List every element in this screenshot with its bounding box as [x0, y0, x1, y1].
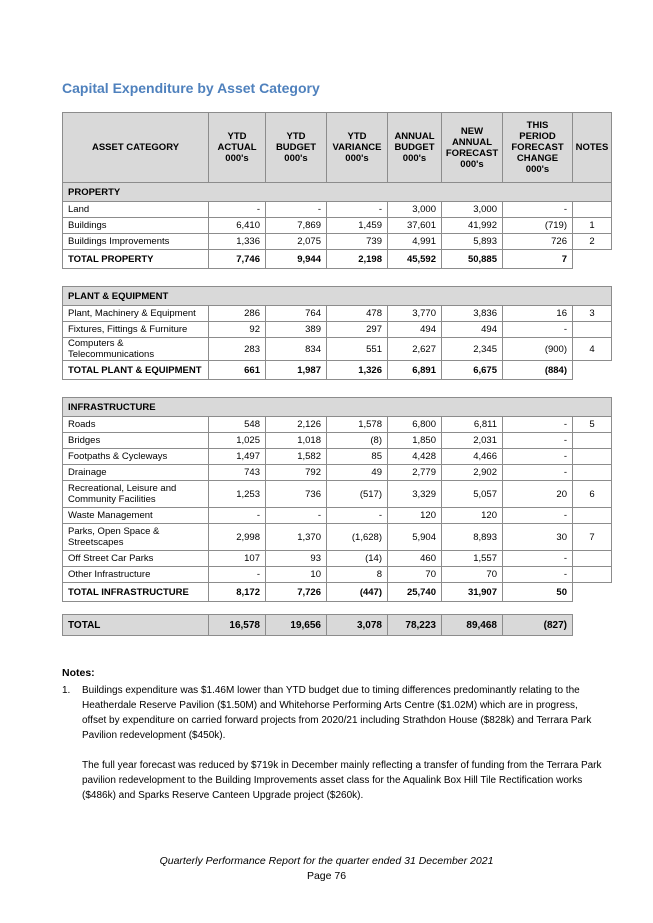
section-total-label: TOTAL PLANT & EQUIPMENT — [63, 361, 209, 380]
cell-asset-category: Land — [63, 202, 209, 218]
table-row — [63, 465, 612, 481]
cell-change: 726 — [503, 234, 573, 250]
cell-change: 20 — [503, 481, 573, 508]
cell-note: 6 — [573, 481, 612, 508]
cell-asset-category: Off Street Car Parks — [63, 551, 209, 567]
cell-ytd-budget: 736 — [266, 481, 327, 508]
cell-ytd-actual: 1,253 — [209, 481, 266, 508]
footer-report-title: Quarterly Performance Report for the quarter ended 31 December 2021 — [159, 855, 494, 867]
cell-change: (719) — [503, 218, 573, 234]
cell-ytd-actual: 8,172 — [209, 583, 266, 602]
cell-ytd-variance: 85 — [327, 449, 388, 465]
cell-blank — [573, 583, 612, 602]
section-heading: PROPERTY — [63, 183, 612, 202]
grand-total-row — [63, 615, 612, 636]
cell-ytd-actual: 107 — [209, 551, 266, 567]
notes-section — [62, 666, 602, 803]
cell-change: 30 — [503, 524, 573, 551]
cell-ytd-variance: (14) — [327, 551, 388, 567]
cell-note — [573, 449, 612, 465]
cell-forecast: 50,885 — [442, 250, 503, 269]
table-row — [63, 322, 612, 338]
cell-forecast: 5,893 — [442, 234, 503, 250]
cell-ytd-actual: 743 — [209, 465, 266, 481]
cell-forecast: 120 — [442, 508, 503, 524]
note-paragraph: The full year forecast was reduced by $719k in December mainly reflecting a transfer of funding from the Terrara Park pavilion redevelopment to the Building Improvements asset class for the Aqualink Box Hill Tile Rectification works ($486k) and Sparks Reserve Canteen Upgrade project ($260k). — [82, 760, 602, 801]
table-row — [63, 551, 612, 567]
cell-note — [573, 508, 612, 524]
cell-ytd-budget: 792 — [266, 465, 327, 481]
cell-annual-budget: 120 — [388, 508, 442, 524]
cell-change: 7 — [503, 250, 573, 269]
cell-ytd-actual: 286 — [209, 306, 266, 322]
table-row — [63, 567, 612, 583]
cell-forecast: 2,345 — [442, 338, 503, 361]
cell-forecast: 70 — [442, 567, 503, 583]
cell-ytd-actual: - — [209, 202, 266, 218]
cell-change: 16 — [503, 306, 573, 322]
cell-asset-category: Fixtures, Fittings & Furniture — [63, 322, 209, 338]
notes-heading: Notes: — [62, 667, 95, 679]
cell-blank — [573, 250, 612, 269]
cell-blank — [573, 361, 612, 380]
section-gap — [63, 602, 612, 615]
cell-change: - — [503, 567, 573, 583]
cell-ytd-actual: 548 — [209, 417, 266, 433]
cell-ytd-variance: 49 — [327, 465, 388, 481]
cell-change: - — [503, 449, 573, 465]
cell-annual-budget: 2,779 — [388, 465, 442, 481]
cell-ytd-budget: 7,726 — [266, 583, 327, 602]
cell-asset-category: Parks, Open Space & Streetscapes — [63, 524, 209, 551]
cell-forecast: 4,466 — [442, 449, 503, 465]
cell-ytd-budget: 19,656 — [266, 615, 327, 636]
cell-ytd-variance: (8) — [327, 433, 388, 449]
cell-annual-budget: 2,627 — [388, 338, 442, 361]
cell-ytd-budget: 93 — [266, 551, 327, 567]
cell-ytd-actual: 1,025 — [209, 433, 266, 449]
cell-annual-budget: 45,592 — [388, 250, 442, 269]
header-forecast-change: THIS PERIOD FORECAST CHANGE 000's — [503, 113, 573, 183]
cell-asset-category: Buildings — [63, 218, 209, 234]
cell-forecast: 494 — [442, 322, 503, 338]
cell-ytd-variance: - — [327, 202, 388, 218]
cell-asset-category: Roads — [63, 417, 209, 433]
cell-ytd-variance: (517) — [327, 481, 388, 508]
cell-annual-budget: 78,223 — [388, 615, 442, 636]
cell-ytd-budget: 1,987 — [266, 361, 327, 380]
table-row — [63, 508, 612, 524]
cell-ytd-variance: (447) — [327, 583, 388, 602]
section-gap — [63, 380, 612, 398]
section-total-row — [63, 250, 612, 269]
cell-forecast: 2,031 — [442, 433, 503, 449]
cell-ytd-variance: 478 — [327, 306, 388, 322]
header-new-forecast: NEW ANNUAL FORECAST 000's — [442, 113, 503, 183]
section-heading-row — [63, 398, 612, 417]
cell-change: - — [503, 551, 573, 567]
cell-forecast: 89,468 — [442, 615, 503, 636]
cell-ytd-actual: 2,998 — [209, 524, 266, 551]
header-asset-category: ASSET CATEGORY — [63, 113, 209, 183]
cell-blank — [573, 615, 612, 636]
table-row — [63, 524, 612, 551]
table-row — [63, 306, 612, 322]
table-row — [63, 481, 612, 508]
header-ytd-budget: YTD BUDGET 000's — [266, 113, 327, 183]
cell-ytd-budget: 9,944 — [266, 250, 327, 269]
cell-ytd-actual: - — [209, 508, 266, 524]
table-row — [63, 202, 612, 218]
header-row — [63, 113, 612, 183]
table-row — [63, 218, 612, 234]
table-row — [63, 433, 612, 449]
cell-ytd-actual: 16,578 — [209, 615, 266, 636]
cell-change: (884) — [503, 361, 573, 380]
cell-note — [573, 433, 612, 449]
table-row — [63, 417, 612, 433]
cell-change: - — [503, 322, 573, 338]
cell-ytd-budget: 2,126 — [266, 417, 327, 433]
cell-note: 1 — [573, 218, 612, 234]
note-item — [62, 683, 602, 803]
plant-section — [63, 287, 612, 380]
section-heading-row — [63, 183, 612, 202]
cell-ytd-budget: - — [266, 202, 327, 218]
cell-change: - — [503, 508, 573, 524]
cell-ytd-budget: 1,018 — [266, 433, 327, 449]
cell-ytd-variance: - — [327, 508, 388, 524]
cell-annual-budget: 70 — [388, 567, 442, 583]
cell-change: 50 — [503, 583, 573, 602]
section-gap — [63, 269, 612, 287]
cell-forecast: 31,907 — [442, 583, 503, 602]
cell-note: 4 — [573, 338, 612, 361]
cell-note: 5 — [573, 417, 612, 433]
cell-change: - — [503, 202, 573, 218]
cell-change: - — [503, 417, 573, 433]
infrastructure-section — [63, 398, 612, 602]
cell-asset-category: Computers & Telecommunications — [63, 338, 209, 361]
cell-annual-budget: 5,904 — [388, 524, 442, 551]
cell-asset-category: Waste Management — [63, 508, 209, 524]
cell-asset-category: Buildings Improvements — [63, 234, 209, 250]
cell-ytd-variance: 3,078 — [327, 615, 388, 636]
cell-forecast: 41,992 — [442, 218, 503, 234]
cell-forecast: 3,836 — [442, 306, 503, 322]
cell-ytd-budget: 2,075 — [266, 234, 327, 250]
cell-forecast: 3,000 — [442, 202, 503, 218]
section-total-row — [63, 361, 612, 380]
section-total-label: TOTAL PROPERTY — [63, 250, 209, 269]
cell-ytd-actual: 1,497 — [209, 449, 266, 465]
cell-annual-budget: 494 — [388, 322, 442, 338]
cell-ytd-actual: 1,336 — [209, 234, 266, 250]
cell-ytd-budget: 764 — [266, 306, 327, 322]
cell-asset-category: Footpaths & Cycleways — [63, 449, 209, 465]
cell-note — [573, 465, 612, 481]
cell-annual-budget: 6,891 — [388, 361, 442, 380]
cell-change: (900) — [503, 338, 573, 361]
cell-annual-budget: 4,991 — [388, 234, 442, 250]
cell-asset-category: Recreational, Leisure and Community Facilities — [63, 481, 209, 508]
header-notes: NOTES — [573, 113, 612, 183]
cell-annual-budget: 460 — [388, 551, 442, 567]
cell-ytd-variance: 1,326 — [327, 361, 388, 380]
cell-ytd-variance: 297 — [327, 322, 388, 338]
cell-ytd-actual: - — [209, 567, 266, 583]
section-total-row — [63, 583, 612, 602]
capex-table — [62, 112, 612, 636]
cell-ytd-actual: 283 — [209, 338, 266, 361]
cell-ytd-variance: 1,459 — [327, 218, 388, 234]
cell-annual-budget: 25,740 — [388, 583, 442, 602]
cell-ytd-budget: 7,869 — [266, 218, 327, 234]
grand-total-section — [63, 615, 612, 636]
cell-asset-category: Bridges — [63, 433, 209, 449]
cell-note — [573, 322, 612, 338]
property-section — [63, 183, 612, 269]
cell-note — [573, 202, 612, 218]
section-heading: INFRASTRUCTURE — [63, 398, 612, 417]
cell-ytd-budget: 10 — [266, 567, 327, 583]
cell-forecast: 6,811 — [442, 417, 503, 433]
cell-annual-budget: 1,850 — [388, 433, 442, 449]
cell-annual-budget: 37,601 — [388, 218, 442, 234]
cell-annual-budget: 6,800 — [388, 417, 442, 433]
cell-ytd-variance: 551 — [327, 338, 388, 361]
cell-annual-budget: 3,000 — [388, 202, 442, 218]
cell-note — [573, 567, 612, 583]
cell-ytd-actual: 661 — [209, 361, 266, 380]
cell-forecast: 1,557 — [442, 551, 503, 567]
cell-change: - — [503, 465, 573, 481]
cell-note: 2 — [573, 234, 612, 250]
table-row — [63, 338, 612, 361]
cell-ytd-budget: 834 — [266, 338, 327, 361]
cell-ytd-budget: 389 — [266, 322, 327, 338]
cell-ytd-budget: 1,370 — [266, 524, 327, 551]
page-title: Capital Expenditure by Asset Category — [62, 80, 320, 96]
cell-ytd-variance: (1,628) — [327, 524, 388, 551]
header-ytd-actual: YTD ACTUAL 000's — [209, 113, 266, 183]
header-ytd-variance: YTD VARIANCE 000's — [327, 113, 388, 183]
cell-note — [573, 551, 612, 567]
note-number: 1. — [62, 685, 71, 696]
cell-ytd-actual: 92 — [209, 322, 266, 338]
note-paragraph: Buildings expenditure was $1.46M lower than YTD budget due to timing differences predominantly relating to the Heatherdale Reserve Pavilion ($1.50M) and Whitehorse Performing Arts Centre ($1.02M) which are in progress, offset by expenditure on carried forward projects from 2020/21 including Strathdon House ($828k) and Terrara Park Pavilion redevelopment ($450k). — [82, 685, 592, 741]
cell-annual-budget: 3,329 — [388, 481, 442, 508]
cell-forecast: 6,675 — [442, 361, 503, 380]
cell-asset-category: Drainage — [63, 465, 209, 481]
cell-ytd-variance: 739 — [327, 234, 388, 250]
cell-ytd-budget: 1,582 — [266, 449, 327, 465]
cell-asset-category: Plant, Machinery & Equipment — [63, 306, 209, 322]
cell-annual-budget: 3,770 — [388, 306, 442, 322]
cell-note: 7 — [573, 524, 612, 551]
cell-ytd-actual: 6,410 — [209, 218, 266, 234]
table-row — [63, 234, 612, 250]
cell-forecast: 2,902 — [442, 465, 503, 481]
cell-asset-category: Other Infrastructure — [63, 567, 209, 583]
cell-ytd-budget: - — [266, 508, 327, 524]
cell-forecast: 5,057 — [442, 481, 503, 508]
footer-page-number: Page 76 — [306, 870, 347, 882]
cell-ytd-variance: 2,198 — [327, 250, 388, 269]
cell-change: - — [503, 433, 573, 449]
cell-note: 3 — [573, 306, 612, 322]
cell-ytd-actual: 7,746 — [209, 250, 266, 269]
header-annual-budget: ANNUAL BUDGET 000's — [388, 113, 442, 183]
section-heading: PLANT & EQUIPMENT — [63, 287, 612, 306]
cell-annual-budget: 4,428 — [388, 449, 442, 465]
section-heading-row — [63, 287, 612, 306]
section-total-label: TOTAL INFRASTRUCTURE — [63, 583, 209, 602]
cell-ytd-variance: 1,578 — [327, 417, 388, 433]
cell-forecast: 8,893 — [442, 524, 503, 551]
cell-ytd-variance: 8 — [327, 567, 388, 583]
cell-change: (827) — [503, 615, 573, 636]
table-row — [63, 449, 612, 465]
grand-total-label: TOTAL — [63, 615, 209, 636]
